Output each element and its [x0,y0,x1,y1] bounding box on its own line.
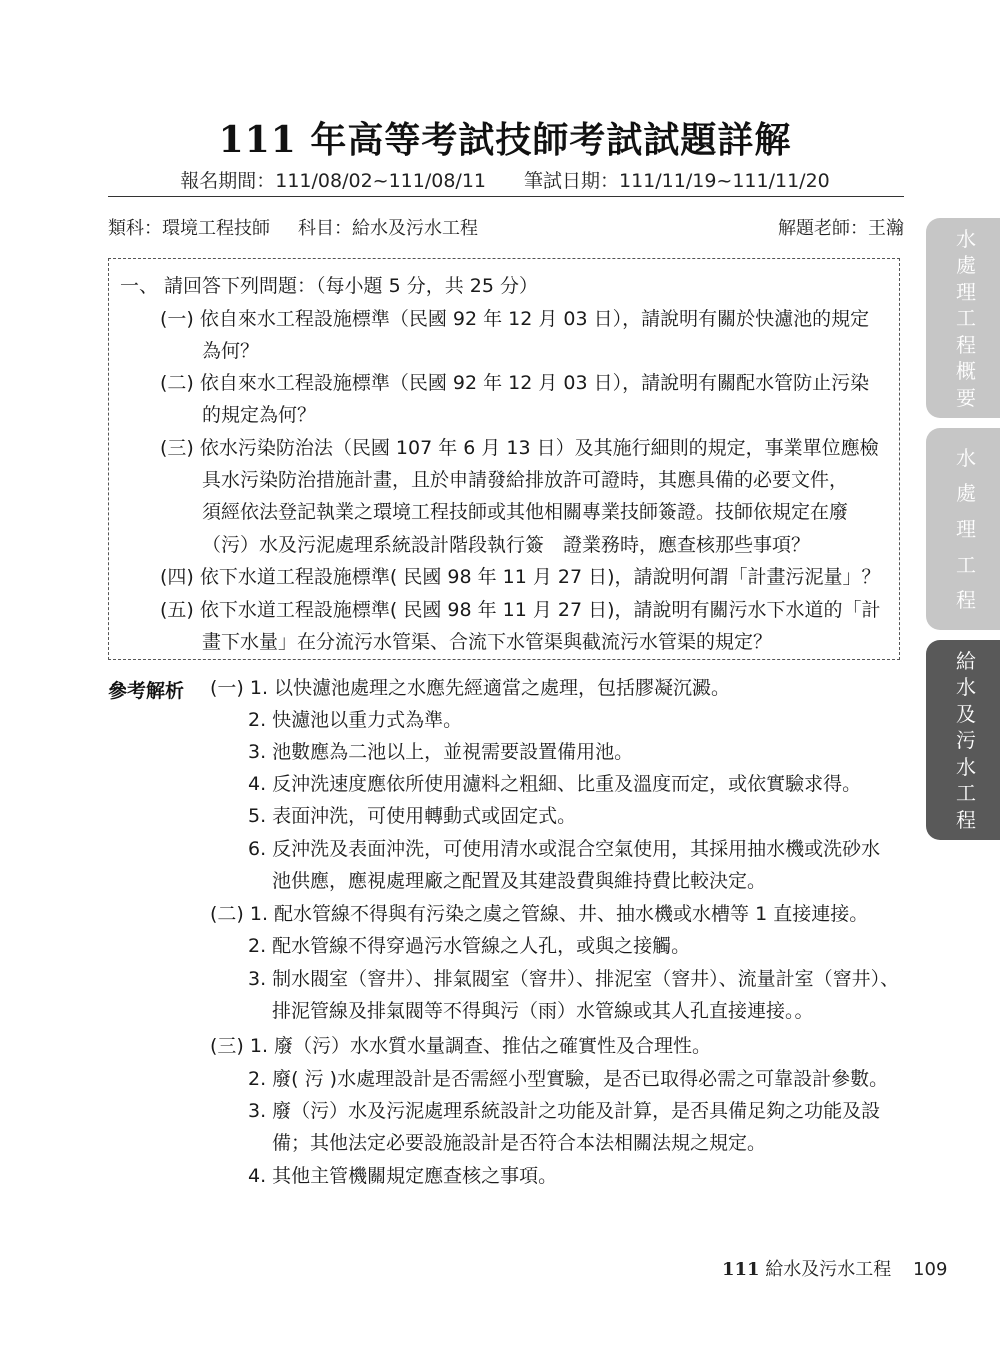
answer-line: (二) 1. 配水管線不得與有污染之虞之管線、井、抽水機或水槽等 1 直接連接。 [210,903,869,925]
tab-char: 要 [956,385,976,410]
answer-line: 4. 其他主管機關規定應查核之事項。 [248,1165,558,1187]
answer-line: 2. 快濾池以重力式為準。 [248,709,463,731]
tab-char: 及 [956,701,976,726]
answer-line: (一) 1. 以快濾池處理之水應先經適當之處理，包括膠凝沉澱。 [210,677,731,699]
header-divider [108,196,904,197]
answer-line: 2. 廢( 污 )水處理設計是否需經小型實驗，是否已取得必需之可靠設計參數。 [248,1068,889,1090]
page-footer [722,1255,947,1281]
question-line: (三) 依水污染防治法（民國 107 年 6 月 13 日）及其施行細則的規定，事業單位應檢 [160,437,879,459]
chapter-tab-water-treatment-overview[interactable] [926,218,1000,418]
question-line: 的規定為何？ [202,404,317,426]
tab-char: 水 [956,675,976,699]
question-heading: 一、 請回答下列問題：（每小題 5 分，共 25 分） [120,275,538,297]
question-line: 為何？ [202,340,260,362]
answer-line: 4. 反沖洗速度應依所使用濾料之粗細、比重及溫度而定，或依實驗求得。 [248,773,862,795]
tab-char: 處 [956,481,976,506]
answer-line: (三) 1. 廢（污）水水質水量調查、推估之確實性及合理性。 [210,1035,712,1057]
answer-label: 參考解析 [108,680,185,702]
answer-line: 2. 配水管線不得穿過污水管線之人孔，或與之接觸。 [248,935,691,957]
question-line: 具水污染防治措施計畫，且於申請發給排放許可證時，其應具備的必要文件， [202,469,849,491]
question-line: 須經依法登記執業之環境工程技師或其他相關專業技師簽證。技師依規定在廢 [202,501,849,523]
question-line: 畫下水量」在分流污水管渠、合流下水管渠與截流污水管渠的規定？ [202,631,773,653]
page-title: 111 年高等考試技師考試試題詳解 [218,119,792,161]
tab-char: 理 [956,516,976,541]
tab-char: 理 [956,279,976,304]
question-line: (二) 依自來水工程設施標準（民國 92 年 12 月 03 日），請說明有關配水管防止污染 [160,372,870,394]
footer-year: 111 [722,1259,760,1280]
page-number: 109 [913,1259,948,1280]
category-label: 類科：環境工程技師 [108,218,270,239]
chapter-tab-water-supply-sewage[interactable] [926,640,1000,840]
tab-char: 程 [956,807,976,832]
question-line: （污）水及污泥處理系統設計階段執行簽 證業務時，應查核那些事項？ [202,534,811,556]
subject-label: 科目：給水及污水工程 [298,218,478,239]
tab-char: 程 [956,332,976,357]
tab-char: 處 [956,253,976,277]
tab-char: 工 [956,552,976,577]
question-line: (四) 依下水道工程設施標準( 民國 98 年 11 月 27 日)，請說明何謂「計畫污泥量」？ [160,566,881,588]
registration-period: 報名期間：111/08/02~111/08/11 [180,170,486,192]
exam-date: 筆試日期：111/11/19~111/11/20 [524,170,830,192]
tab-char: 給 [956,648,976,673]
tab-char: 工 [956,781,976,805]
question-line: (五) 依下水道工程設施標準( 民國 98 年 11 月 27 日)，請說明有關污水下水道的「計 [160,599,881,621]
answer-line: 3. 制水閥室（窨井）、排氣閥室（窨井）、排泥室（窨井）、流量計室（窨井）、 [248,968,900,990]
tab-char: 污 [956,728,976,752]
tab-char: 概 [956,359,976,383]
answer-line: 備；其他法定必要設施設計是否符合本法相關法規之規定。 [272,1132,767,1154]
exam-dates [0,166,1000,193]
tab-char: 水 [956,445,976,470]
answer-line: 3. 廢（污）水及污泥處理系統設計之功能及計算，是否具備足夠之功能及設 [248,1100,881,1122]
tab-char: 程 [956,588,976,613]
answer-line: 3. 池數應為二池以上，並視需要設置備用池。 [248,741,634,763]
chapter-tab-water-treatment[interactable] [926,428,1000,630]
answer-line: 6. 反沖洗及表面沖洗，可使用清水或混合空氣使用，其採用抽水機或洗砂水 [248,838,881,860]
tab-char: 水 [956,754,976,779]
exam-meta [108,214,478,240]
tab-char: 工 [956,306,976,330]
teacher-label: 解題老師：王瀚 [778,218,904,239]
question-line: (一) 依自來水工程設施標準（民國 92 年 12 月 03 日），請說明有關於快濾池的規定 [160,308,870,330]
footer-subject: 給水及污水工程 [765,1259,892,1280]
answer-line: 池供應，應視處理廠之配置及其建設費與維持費比較決定。 [272,870,767,892]
answer-line: 排泥管線及排氣閥等不得與污（雨）水管線或其人孔直接連接。。 [272,1000,814,1022]
tab-char: 水 [956,226,976,251]
answer-line: 5. 表面沖洗，可使用轉動式或固定式。 [248,805,577,827]
